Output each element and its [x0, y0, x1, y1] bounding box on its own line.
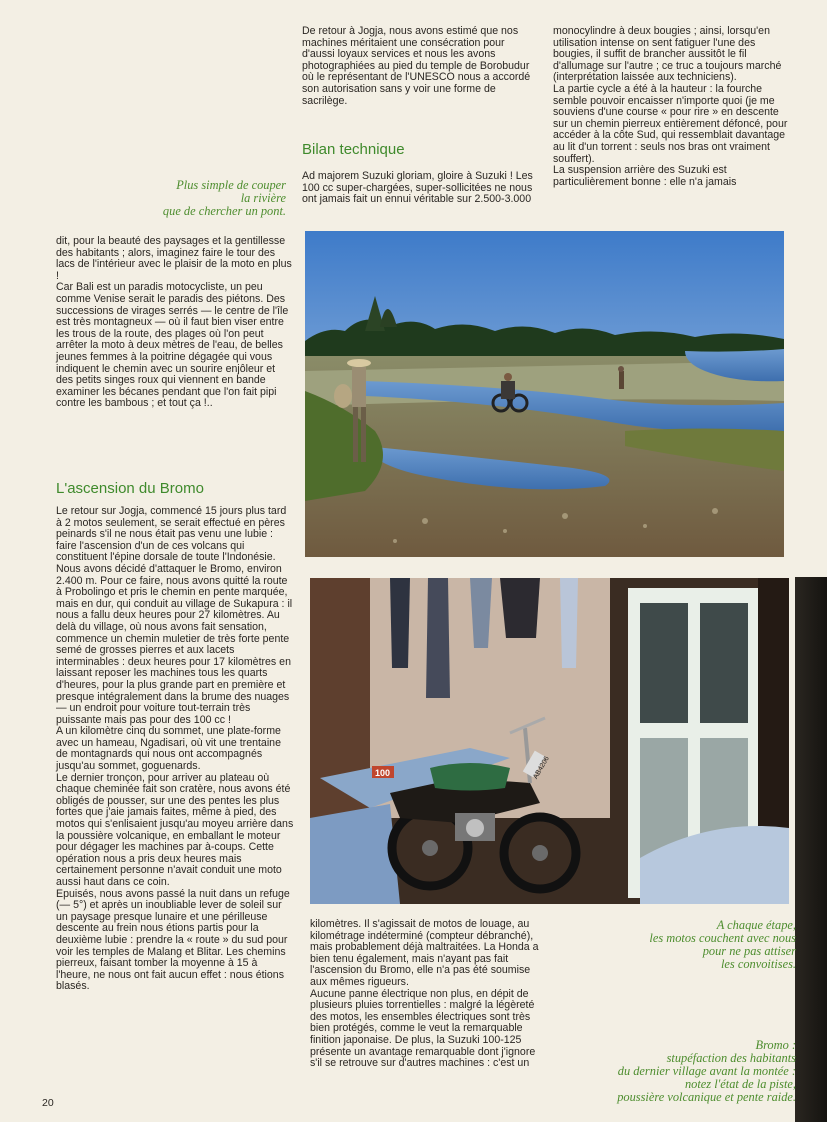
middle-paragraph-2: Aucune panne électrique non plus, en dépit de plusieurs pluies torrentielles : malgré la légèreté des motos, les ensembles électriques sont très bien protégés, comme le veut la remarquable finition japonaise. De plus, la Suzuki 100-125 présente un avantage remarquable dont j'ignore s'il se retrouve sur d'autres machines : c'est un	[310, 987, 536, 1070]
borobudur-paragraph: De retour à Jogja, nous avons estimé que nos machines méritaient une consécration pour d'aussi loyaux services et nous les avons photographiées au pied du temple de Borobudur où le représentant de l'UNESCO nous a accordé son autorisation sans y voir une forme de sacrilège.	[302, 25, 531, 107]
left-paragraph-2: Car Bali est un paradis motocycliste, un peu comme Venise serait le paradis des piétons. Des successions de virages serrés — le centre de l'île est très montagneux — où il faut bien viser entre les trous de la route, des plages où l'on peut arrêter la moto à deux mètres de l'eau, de belles jeunes femmes à la poitrine dégagée qui vous indiquent le chemin avec un sourire enjôleur et des petits singes roux qui viennent en bande examiner les bécanes pendant que l'on fait pipi contre les bambous ; et tout ça !..	[56, 281, 289, 410]
right-paragraph-2: La partie cycle a été à la hauteur : la fourche semble pouvoir encaisser n'importe quoi (je me souviens d'une course « pour rire » en descente sur un chemin pierreux entièrement défoncé, pour accéder à la côte Sud, qui ressemblait davantage au lit d'un torrent : seuls nos bras ont vraiment souffert).	[553, 82, 788, 165]
caption-river-line: que de chercher un pont.	[162, 204, 286, 218]
bike-plate-text: AB4206	[532, 755, 551, 781]
caption-river-line: Plus simple de couper	[176, 178, 286, 192]
bilan-paragraph: Ad majorem Suzuki gloriam, gloire à Suzuki ! Les 100 cc super-chargées, super-sollicitées ne nous ont jamais fait un ennui véritable sur 2.500-3.000	[302, 170, 533, 206]
caption-bromo-line: stupéfaction des habitants	[666, 1051, 796, 1065]
left-column-bottom	[56, 506, 294, 993]
caption-bromo-line: du dernier village avant la montée :	[617, 1064, 796, 1078]
left-column-top	[56, 236, 292, 410]
left-paragraph-3: Le retour sur Jogja, commencé 15 jours plus tard à 2 motos seulement, se serait effectué en pères peinards s'il ne nous était pas venu une lubie : faire l'ascension d'un de ces volcans qui constituent l'épine dorsale de toute l'Indonésie. Nous avons décidé d'attaquer le Bromo, environ 2.400 m. Pour ce faire, nous avons quitté la route à Probolingo et pris le chemin en pente marquée, mais en dur, qui conduit au village de Sukapura : il nous a fallu deux heures pour 27 kilomètres. Au delà du village, où nous avons fait sensation, commence un chemin muletier de très forte pente semé de grosses pierres et aux lacets interminables : deux heures pour 17 kilomètres en laissant reposer les machines tous les quarts d'heures, pour la plus grande part en première et presque intégralement dans la brume des nuages — un endroit pour voiture tout-terrain très puissante mais pas pour des 100 cc !	[56, 505, 293, 726]
caption-motos-line: les convoitises.	[720, 957, 796, 971]
left-paragraph-5: Le dernier tronçon, pour arriver au plateau où chaque cheminée fait son cratère, nous avons été obligés de pousser, sur une des pentes les plus fortes que j'aie jamais faites, même à pied, des motos qui s'enlisaient jusqu'au moyeu arrière dans la poussière volcanique, en emballant le moteur pour dégager les machines par à-coups. Cette opération nous a pris deux heures mais certainement personne n'avait conduit une moto aussi haut dans ce coin.	[56, 771, 294, 888]
river-crossing-photo	[305, 231, 784, 557]
caption-motos	[560, 919, 796, 971]
caption-bromo-line: Bromo :	[755, 1038, 796, 1052]
room-motorcycle-illustration	[310, 578, 789, 904]
room-motorcycle-photo	[310, 578, 789, 904]
caption-motos-line: pour ne pas attiser	[702, 944, 796, 958]
left-paragraph-6: Epuisés, nous avons passé la nuit dans un refuge (— 5°) et après un inoubliable lever de soleil sur un paysage presque lunaire et une périlleuse descente au frein nous étions partis pour la deuxième lubie : prendre la « route » du sud pour voir les temples de Malang et Blitar. Les chemins pierreux, faisant tomber la moyenne à 15 à l'heure, ne nous ont fait aucun effet : nous étions blasés.	[56, 887, 290, 993]
top-middle-column	[302, 26, 538, 107]
right-paragraph-1: monocylindre à deux bougies ; ainsi, lorsqu'en utilisation intense on sent fatiguer l'une des bougies, il suffit de brancher aussitôt le fil d'allumage sur l'autre ; ce truc a toujours marché (interprétation laissée aux techniciens).	[553, 25, 782, 84]
page-edge-strip	[795, 577, 827, 1122]
middle-paragraph-1: kilomètres. Il s'agissait de motos de louage, au kilométrage indéterminé (compteur débranché), mais probablement déjà maltraitées. La Honda a bien tenu également, mais n'ayant pas fait l'ascension du Bromo, elle n'a pas été soumise aux mêmes rigueurs.	[310, 918, 539, 988]
caption-motos-line: A chaque étape,	[716, 918, 796, 932]
heading-bilan-technique: Bilan technique	[302, 141, 405, 158]
bike-badge-text: 100	[375, 768, 391, 778]
left-paragraph-4: A un kilomètre cinq du sommet, une plate-forme avec un hameau, Ngadisari, où vit une trentaine de montagnards qui nous ont accompagnés jusqu'au sommet, goguenards.	[56, 725, 281, 773]
right-paragraph-3: La suspension arrière des Suzuki est particulièrement bonne : elle n'a jamais	[553, 164, 737, 188]
left-paragraph-1: dit, pour la beauté des paysages et la gentillesse des habitants ; alors, imaginez faire le tour des lacs de l'intérieur avec le plaisir de la moto en plus !	[56, 235, 292, 282]
page-number: 20	[42, 1097, 54, 1109]
caption-river-line: la rivière	[240, 191, 286, 205]
bilan-column	[302, 171, 538, 206]
river-crossing-illustration	[305, 231, 784, 557]
caption-river	[90, 179, 286, 218]
caption-bromo-line: notez l'état de la piste,	[684, 1077, 796, 1091]
caption-bromo	[550, 1039, 796, 1104]
middle-bottom-column	[310, 919, 546, 1070]
heading-ascension-bromo: L'ascension du Bromo	[56, 480, 204, 497]
top-right-column	[553, 26, 789, 188]
caption-motos-line: les motos couchent avec nous	[649, 931, 796, 945]
caption-bromo-line: poussière volcanique et pente raide.	[617, 1090, 796, 1104]
